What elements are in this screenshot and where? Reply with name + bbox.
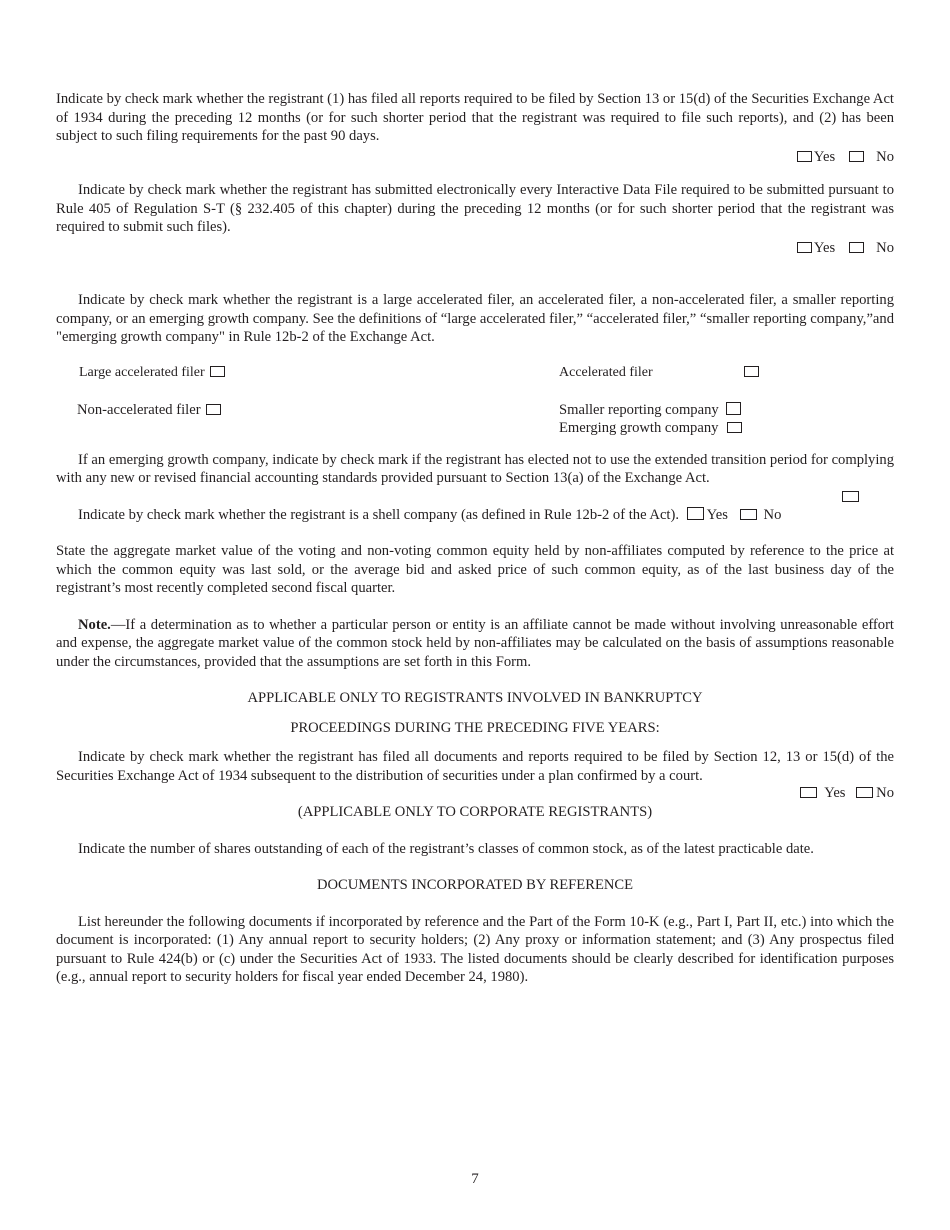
shell-company-yes-checkbox[interactable]	[687, 507, 704, 520]
accelerated-option	[559, 364, 759, 383]
document-page	[56, 90, 894, 987]
yes-label: Yes	[824, 785, 846, 801]
note-paragraph	[56, 616, 894, 672]
yes-label: Yes	[813, 239, 836, 256]
interactive-data-yes-checkbox[interactable]	[797, 242, 812, 253]
interactive-data-section	[56, 181, 894, 257]
filer-status-section	[56, 291, 894, 441]
no-label: No	[876, 239, 894, 256]
market-value-text: State the aggregate market value of the voting and non-voting common equity held by non-affiliates computed by reference to the price at which the common equity was last sold, or the average bid and asked price of such common equity, as of the last business day of the registrant’s most recently completed second fiscal quarter.	[56, 543, 894, 596]
interactive-data-no-checkbox[interactable]	[849, 242, 864, 253]
page-number: 7	[471, 1171, 479, 1187]
yes-label: Yes	[706, 506, 728, 523]
bankruptcy-section	[56, 689, 894, 801]
reports-filed-options	[56, 148, 894, 167]
interactive-data-options	[56, 239, 894, 258]
emerging-growth-option	[559, 419, 742, 438]
reports-filed-yes-checkbox[interactable]	[797, 151, 812, 162]
smaller-reporting-option	[559, 401, 741, 420]
documents-text: List hereunder the following documents if incorporated by reference and the Part of the Form 10-K (e.g., Part I, Part II, etc.) into which the document is incorporated: (1) Any annual report to security holders; (2) Any proxy or information statement; and (3) Any prospectus filed pursuant to Rule 424(b) or (c) under the Securities Act of 1933. The listed documents should be clearly described for identification purposes (e.g., annual report to security holders for fiscal year ended December 24, 1980).	[56, 913, 894, 985]
non-accelerated-option	[77, 401, 221, 420]
emerging-growth-checkbox[interactable]	[727, 422, 742, 433]
filer-status-options	[56, 361, 894, 441]
corporate-heading: (APPLICABLE ONLY TO CORPORATE REGISTRANTS)	[297, 804, 653, 820]
bankruptcy-text: Indicate by check mark whether the registrant has filed all documents and reports required to be filed by Section 12, 13 or 15(d) of the Securities Exchange Act of 1934 subsequent to the distribution of securities under a plan confirmed by a court.	[56, 749, 894, 784]
yes-label: Yes	[813, 148, 836, 165]
bankruptcy-heading-2: PROCEEDINGS DURING THE PRECEDING FIVE YEARS:	[290, 719, 660, 736]
transition-period-section	[56, 451, 894, 488]
documents-section	[56, 876, 894, 987]
large-accelerated-option	[79, 364, 225, 383]
bankruptcy-body	[56, 748, 894, 801]
reports-filed-text: Indicate by check mark whether the registrant (1) has filed all reports required to be filed by Section 13 or 15(d) of the Securities Exchange Act of 1934 during the preceding 12 months (or for such shorter period that the registrant was required to file such reports), and (2) has been subject to such filing requirements for the past 90 days.	[56, 91, 894, 144]
transition-period-checkbox[interactable]	[842, 491, 859, 502]
transition-period-text: If an emerging growth company, indicate by check mark if the registrant has elected not to use the extended transition period for complying with any new or revised financial accounting standards provided pursuant to Section 13(a) of the Exchange Act.	[56, 451, 894, 486]
filer-status-text: Indicate by check mark whether the registrant is a large accelerated filer, an accelerated filer, a non-accelerated filer, a smaller reporting company, or an emerging growth company. See the definitions of “large accelerated filer,” “accelerated filer,” “smaller reporting company,”and "emerging growth company" in Rule 12b-2 of the Exchange Act.	[56, 292, 894, 345]
smaller-reporting-label: Smaller reporting company	[559, 401, 719, 418]
shell-company-section	[56, 506, 894, 525]
no-label: No	[763, 506, 782, 523]
note-label: Note.	[78, 616, 111, 633]
note-section	[56, 616, 894, 672]
corporate-section	[56, 803, 894, 858]
smaller-reporting-checkbox[interactable]	[726, 402, 741, 415]
non-accelerated-checkbox[interactable]	[206, 404, 221, 415]
market-value-section	[56, 542, 894, 598]
non-accelerated-label: Non-accelerated filer	[77, 401, 201, 418]
emerging-growth-label: Emerging growth company	[559, 419, 719, 436]
reports-filed-no-checkbox[interactable]	[849, 151, 864, 162]
interactive-data-text: Indicate by check mark whether the registrant has submitted electronically every Interactive Data File required to be submitted pursuant to Rule 405 of Regulation S-T (§ 232.405 of this chapter) during the preceding 12 months (or for such shorter period that the registrant was required to submit such files).	[56, 182, 894, 235]
no-label: No	[876, 785, 894, 801]
accelerated-checkbox[interactable]	[744, 366, 759, 377]
no-label: No	[876, 148, 894, 165]
shell-company-no-checkbox[interactable]	[740, 509, 757, 520]
bankruptcy-heading-1: APPLICABLE ONLY TO REGISTRANTS INVOLVED IN BANKRUPTCY	[247, 690, 703, 706]
large-accelerated-checkbox[interactable]	[210, 366, 225, 377]
reports-filed-section	[56, 90, 894, 166]
accelerated-label: Accelerated filer	[559, 364, 653, 380]
bankruptcy-yes-checkbox[interactable]	[800, 787, 817, 798]
bankruptcy-no-checkbox[interactable]	[856, 787, 873, 798]
shell-company-line	[56, 506, 894, 525]
corporate-text: Indicate the number of shares outstanding of each of the registrant’s classes of common stock, as of the latest practicable date.	[78, 840, 814, 857]
bankruptcy-options	[796, 784, 894, 803]
note-text: —If a determination as to whether a particular person or entity is an affiliate cannot be made without involving unreasonable effort and expense, the aggregate market value of the common stock held by non-affiliates may be calculated on the basis of assumptions reasonable under the circumstances, provided that the assumptions are set forth in this Form.	[56, 616, 894, 670]
large-accelerated-label: Large accelerated filer	[79, 364, 205, 380]
shell-company-text: Indicate by check mark whether the registrant is a shell company (as defined in Rule 12b-2 of the Act).	[78, 506, 679, 523]
documents-heading: DOCUMENTS INCORPORATED BY REFERENCE	[316, 877, 634, 893]
